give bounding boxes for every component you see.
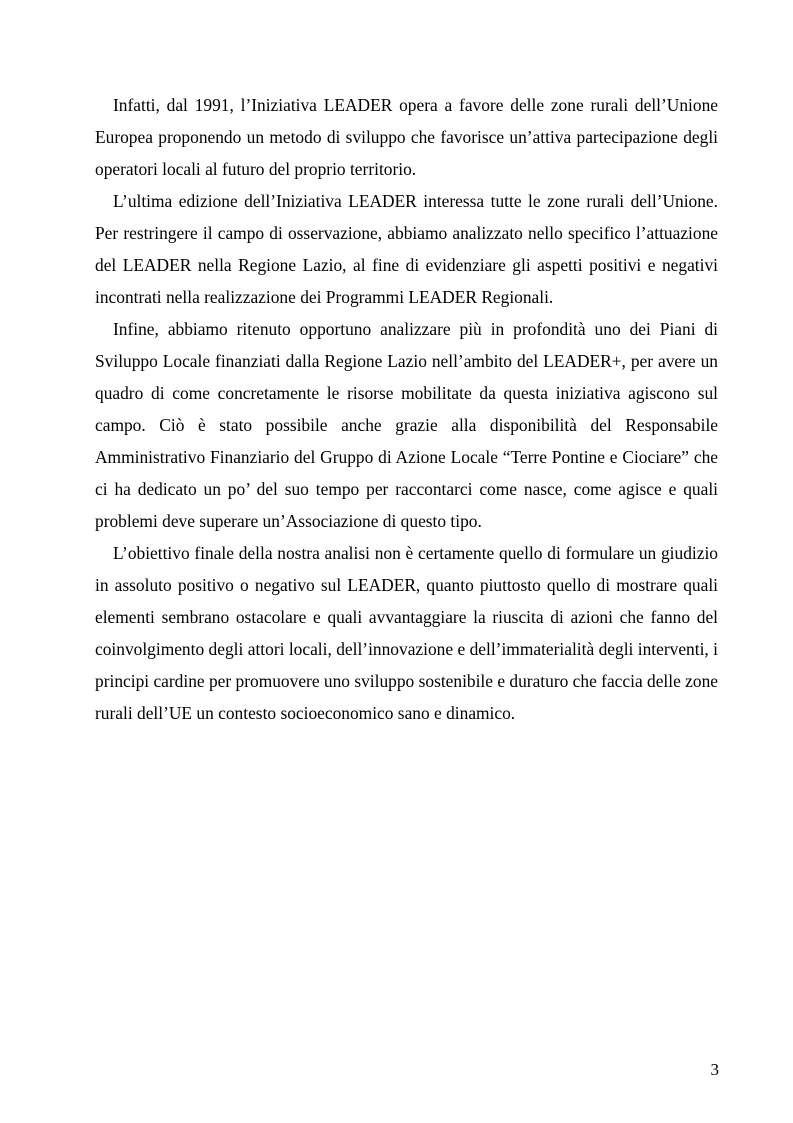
paragraph-1: Infatti, dal 1991, l’Iniziativa LEADER opera a favore delle zone rurali dell’Unione Europea proponendo un metodo di sviluppo che favorisce un’attiva partecipazione degli operatori locali al futuro del proprio territorio.	[95, 95, 718, 179]
paragraph-3: Infine, abbiamo ritenuto opportuno analizzare più in profondità uno dei Piani di Sviluppo Locale finanziati dalla Regione Lazio nell’ambito del LEADER+, per avere un quadro di come concretamente le risorse mobilitate da questa iniziativa agiscono sul campo. Ciò è stato possibile anche grazie alla disponibilità del Responsabile Amministrativo Finanziario del Gruppo di Azione Locale “Terre Pontine e Ciociare” che ci ha dedicato un po’ del suo tempo per raccontarci come nasce, come agisce e quali problemi deve superare un’Associazione di questo tipo.	[95, 319, 718, 531]
paragraph-4: L’obiettivo finale della nostra analisi non è certamente quello di formulare un giudizio in assoluto positivo o negativo sul LEADER, quanto piuttosto quello di mostrare quali elementi sembrano ostacolare e quali avvantaggiare la riuscita di azioni che fanno del coinvolgimento degli attori locali, dell’innovazione e dell’immaterialità degli interventi, i principi cardine per promuovere uno sviluppo sostenibile e duraturo che faccia delle zone rurali dell’UE un contesto socioeconomico sano e dinamico.	[95, 543, 718, 723]
body-text	[95, 89, 718, 729]
page-number: 3	[710, 1060, 719, 1079]
paragraph-2: L’ultima edizione dell’Iniziativa LEADER interessa tutte le zone rurali dell’Unione. Per restringere il campo di osservazione, abbiamo analizzato nello specifico l’attuazione del LEADER nella Regione Lazio, al fine di evidenziare gli aspetti positivi e negativi incontrati nella realizzazione dei Programmi LEADER Regionali.	[95, 191, 718, 307]
